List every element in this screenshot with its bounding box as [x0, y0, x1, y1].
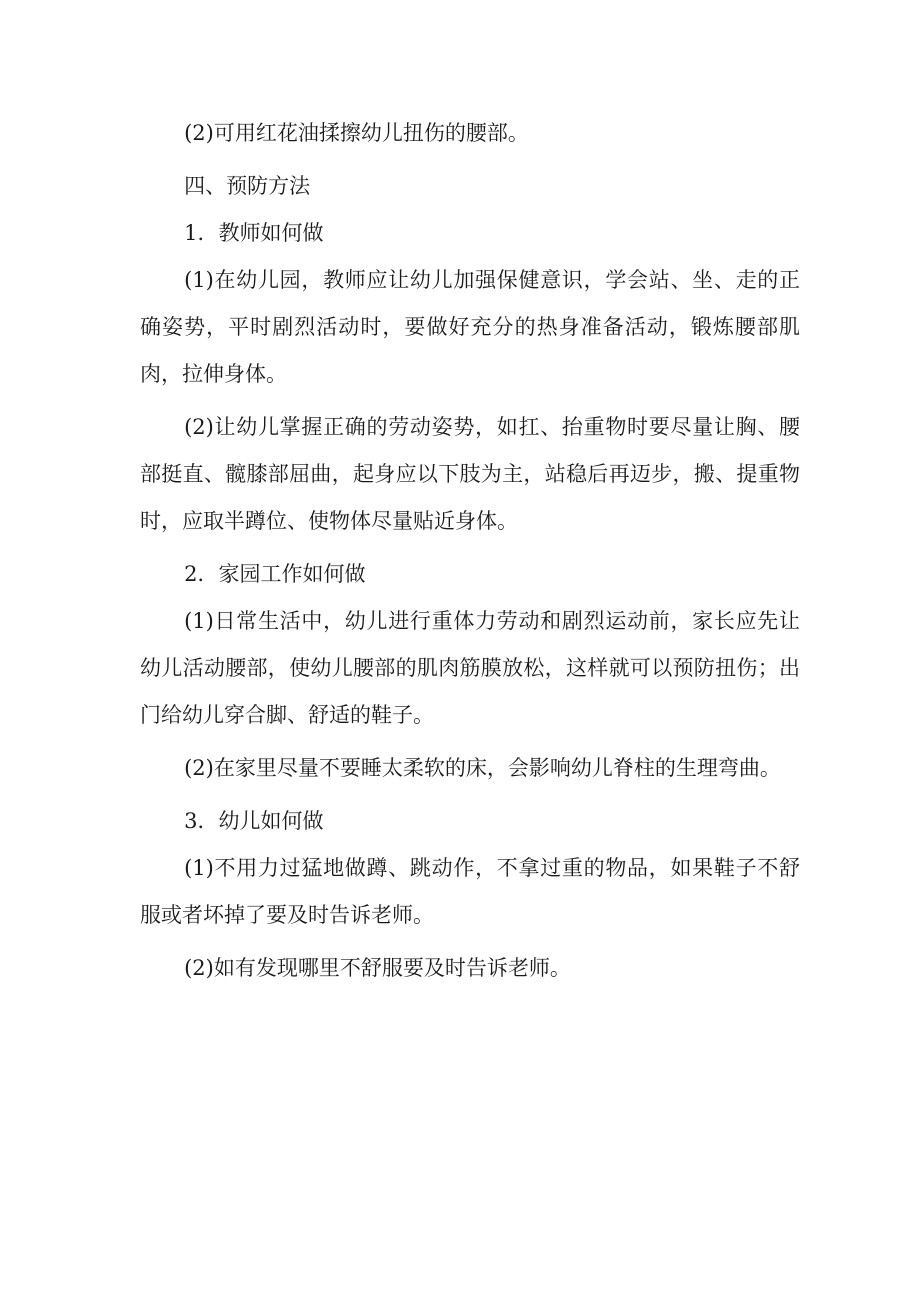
paragraph-home-school-2: (2)在家里尽量不要睡太柔软的床，会影响幼儿脊柱的生理弯曲。: [184, 756, 781, 780]
paragraph-child-2: (2)如有发现哪里不舒服要及时告诉老师。: [184, 956, 571, 980]
subheading-home-school: 2．家园工作如何做: [184, 562, 366, 586]
document-page: [140, 110, 800, 998]
paragraph-teacher-1: (1)在幼儿园，教师应让幼儿加强保健意识，学会站、坐、走的正确姿势，平时剧烈活动时，要做好充分的热身准备活动，锻炼腰部肌肉，拉伸身体。: [140, 268, 800, 386]
subheading-child: 3．幼儿如何做: [184, 809, 324, 833]
paragraph-child-1: (1)不用力过猛地做蹲、跳动作，不拿过重的物品，如果鞋子不舒服或者坏掉了要及时告诉老师。: [140, 856, 800, 927]
paragraph-treatment-2: (2)可用红花油揉擦幼儿扭伤的腰部。: [184, 121, 529, 145]
paragraph-home-school-1: (1)日常生活中，幼儿进行重体力劳动和剧烈运动前，家长应先让幼儿活动腰部，使幼儿腰部的肌肉筋膜放松，这样就可以预防扭伤；出门给幼儿穿合脚、舒适的鞋子。: [140, 609, 800, 727]
section-heading-prevention: 四、预防方法: [184, 174, 311, 198]
paragraph-teacher-2: (2)让幼儿掌握正确的劳动姿势，如扛、抬重物时要尽量让胸、腰部挺直、髋膝部屈曲，起身应以下肢为主，站稳后再迈步，搬、提重物时，应取半蹲位、使物体尽量贴近身体。: [140, 415, 800, 533]
subheading-teacher: 1．教师如何做: [184, 221, 324, 245]
